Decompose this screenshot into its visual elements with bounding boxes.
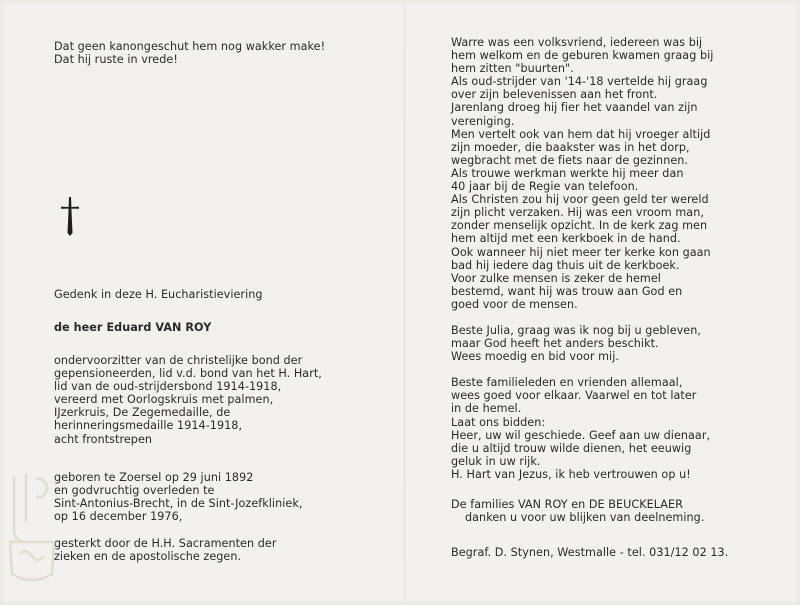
epigraph-line: Dat hij ruste in vrede! <box>54 53 178 67</box>
farewell-family-line: wees goed voor elkaar. Vaarwel en tot later <box>451 389 697 403</box>
farewell-family-line: H. Hart van Jezus, ik heb vertrouwen op u! <box>451 467 691 481</box>
fold-line <box>404 4 405 601</box>
birth-death-line: geboren te Zoersel op 29 juni 1892 <box>54 471 254 484</box>
intro-text: Gedenk in deze H. Eucharistieviering <box>54 288 263 301</box>
undertaker-text: Begraf. D. Stynen, Westmalle - tel. 031/12 02 13. <box>451 546 729 559</box>
biography-line: bad hij iedere dag thuis uit de kerkboek. <box>451 258 680 272</box>
epigraph <box>54 40 325 66</box>
farewell-julia <box>451 324 713 363</box>
deceased-name: de heer Eduard VAN ROY <box>54 321 212 334</box>
farewell-family-line: Beste familieleden en vrienden allemaal, <box>451 376 683 390</box>
birth-death <box>54 471 302 523</box>
title-line: IJzerkruis, De Zegemedaille, de <box>54 406 231 420</box>
biography-line: Als trouwe werkman werkte hij meer dan <box>451 166 684 180</box>
biography-line: Men vertelt ook van hem dat hij vroeger altijd <box>451 127 711 141</box>
spacer <box>451 311 713 324</box>
epigraph-line: Dat geen kanongeschut hem nog wakker make! <box>54 40 326 53</box>
farewell-family-line: geluk in uw rijk. <box>451 454 541 468</box>
farewell-julia-line: maar God heeft het anders beschikt. <box>451 337 659 351</box>
biography-line: hem altijd met een kerkboek in de hand. <box>451 232 681 246</box>
sacraments-line: zieken en de apostolische zegen. <box>54 550 242 564</box>
biography-line: goed voor de mensen. <box>451 297 578 311</box>
biography-line: wegbracht met de fiets naar de gezinnen. <box>451 153 689 167</box>
title-line: herinneringsmedaille 1914-1918, <box>54 419 243 433</box>
biography <box>451 36 713 311</box>
farewell-family-line: Laat ons bidden: <box>451 415 546 429</box>
right-page-text <box>451 36 713 481</box>
title-line: gepensioneerden, lid v.d. bond van het H. Hart, <box>54 367 322 381</box>
intro <box>54 288 263 301</box>
biography-line: Voor zulke mensen is zeker de hemel <box>451 271 661 285</box>
birth-death-line: op 16 december 1976, <box>54 510 183 524</box>
biography-line: zijn moeder, die baakster was in het dorp, <box>451 140 690 154</box>
titles <box>54 354 322 446</box>
undertaker <box>451 546 728 559</box>
farewell-family-line: Heer, uw wil geschiede. Geef aan uw dienaar, <box>451 428 711 442</box>
biography-line: Warre was een volksvriend, iedereen was bij <box>451 36 703 49</box>
biography-line: vereniging. <box>451 114 515 128</box>
sacraments <box>54 537 276 563</box>
birth-death-line: en godvruchtig overleden te <box>54 484 215 498</box>
farewell-julia-line: Wees moedig en bid voor mij. <box>451 350 619 364</box>
biography-line: hem welkom en de geburen kwamen graag bij <box>451 49 714 63</box>
thanks <box>451 498 704 524</box>
farewell-family-line: die u altijd trouw wilde dienen, het eeuwig <box>451 441 692 455</box>
cross-icon <box>59 195 81 237</box>
thanks-line: danken u voor uw blijken van deelneming. <box>465 511 705 525</box>
biography-line: hem zitten "buurten". <box>451 62 574 76</box>
deceased-name-block <box>54 321 211 334</box>
biography-line: Als oud-strijder van '14-'18 vertelde hij graag <box>451 75 708 89</box>
biography-line: Jarenlang droeg hij fier het vaandel van zijn <box>451 101 698 115</box>
biography-line: bestemd, want hij was trouw aan God en <box>451 284 683 298</box>
farewell-family-line: in de hemel. <box>451 402 522 416</box>
biography-line: zonder menselijk opzicht. In de kerk zag men <box>451 219 708 233</box>
thanks-line: De families VAN ROY en DE BEUCKELAER <box>451 498 683 511</box>
title-line: vereerd met Oorlogskruis met palmen, <box>54 393 274 407</box>
title-line: lid van de oud-strijdersbond 1914-1918, <box>54 380 282 394</box>
title-line: acht frontstrepen <box>54 432 153 446</box>
spacer <box>451 363 713 376</box>
birth-death-line: Sint-Antonius-Brecht, in de Sint-Jozefkliniek, <box>54 497 303 511</box>
farewell-family <box>451 376 713 481</box>
title-line: ondervoorzitter van de christelijke bond der <box>54 354 303 367</box>
collection-stamp-icon <box>6 470 58 588</box>
biography-line: Als Christen zou hij voor geen geld ter wereld <box>451 193 709 207</box>
biography-line: 40 jaar bij de Regie van telefoon. <box>451 180 639 194</box>
sacraments-line: gesterkt door de H.H. Sacramenten der <box>54 537 277 550</box>
biography-line: Ook wanneer hij niet meer ter kerke kon gaan <box>451 245 711 259</box>
farewell-julia-line: Beste Julia, graag was ik nog bij u gebleven, <box>451 323 701 337</box>
biography-line: zijn plicht verzaken. Hij was een vroom man, <box>451 206 704 220</box>
biography-line: over zijn belevenissen aan het front. <box>451 88 658 102</box>
